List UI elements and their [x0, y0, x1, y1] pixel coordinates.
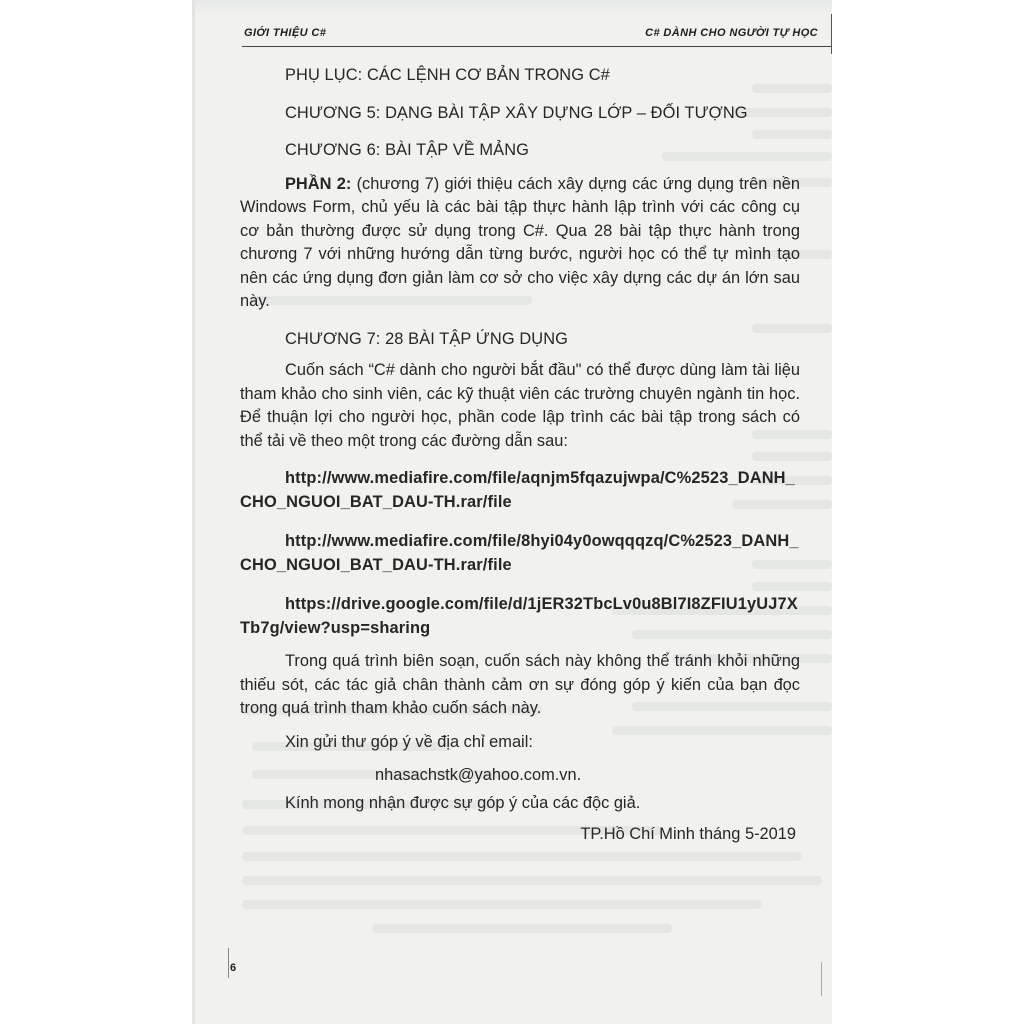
email-intro: Xin gửi thư góp ý về địa chỉ email:: [285, 732, 533, 751]
place-and-date: TP.Hồ Chí Minh tháng 5-2019: [580, 825, 796, 843]
intro-paragraph: Cuốn sách “C# dành cho người bắt đầu" có thể được dùng làm tài liệu tham khảo cho sinh viên, các kỹ thuật viên các trường chuyên ngành tin học. Để thuận lợi cho người học, phần code lập trình các bài tập trong sách có thể tải về theo một trong các đường dẫn sau:: [240, 361, 800, 450]
part-2-label: PHẦN 2:: [285, 174, 352, 193]
page-body: [240, 64, 800, 847]
download-link-1[interactable]: http://www.mediafire.com/file/aqnjm5fqazujwpa/C%2523_DANH_CHO_NGUOI_BAT_DAU-TH.rar/file: [240, 469, 795, 511]
part-2-text: (chương 7) giới thiệu cách xây dựng các ứng dụng trên nền Windows Form, chủ yếu là các bài tập thực hành lập trình với các công cụ cơ bản thường được sử dụng trong C#. Qua 28 bài tập thực hành trong chương 7 với những hướng dẫn từng bước, người học có thể tự mình tạo nên các ứng dụng đơn giản làm cơ sở cho việc xây dựng các dự án lớn sau này.: [240, 174, 800, 310]
chapter-6-heading: CHƯƠNG 6: BÀI TẬP VỀ MẢNG: [285, 141, 529, 159]
running-header-left: GIỚI THIỆU C#: [244, 27, 327, 39]
left-margin-mark: [228, 948, 229, 978]
running-header-right: C# DÀNH CHO NGƯỜI TỰ HỌC: [645, 27, 818, 39]
header-rule: [242, 46, 832, 47]
closing-line: Kính mong nhận được sự góp ý của các độc giả.: [285, 793, 641, 812]
thanks-paragraph: Trong quá trình biên soạn, cuốn sách này không thể tránh khỏi những thiếu sót, các tác giả chân thành cảm ơn sự đóng góp ý kiến của bạn đọc trong quá trình tham khảo cuốn sách này.: [240, 652, 800, 717]
page-left-edge: [192, 0, 195, 1024]
right-margin-mark: [821, 962, 822, 996]
chapter-5-heading: CHƯƠNG 5: DẠNG BÀI TẬP XÂY DỰNG LỚP – ĐỐI TƯỢNG: [285, 103, 748, 122]
download-link-2[interactable]: http://www.mediafire.com/file/8hyi04y0owqqqzq/C%2523_DANH_CHO_NGUOI_BAT_DAU-TH.rar/file: [240, 532, 799, 574]
header-right-rule: [831, 14, 832, 54]
page-number: 6: [230, 962, 237, 974]
page-top-shadow: [192, 0, 832, 14]
email-address: nhasachstk@yahoo.com.vn.: [375, 766, 582, 784]
part-2-paragraph: [240, 173, 800, 314]
book-page: [192, 0, 832, 1024]
download-link-3[interactable]: https://drive.google.com/file/d/1jER32TbcLv0u8Bl7I8ZFIU1yUJ7XTb7g/view?usp=sharing: [240, 595, 798, 637]
chapter-7-heading: CHƯƠNG 7: 28 BÀI TẬP ỨNG DỤNG: [285, 329, 568, 348]
appendix-heading: PHỤ LỤC: CÁC LỆNH CƠ BẢN TRONG C#: [285, 66, 610, 84]
